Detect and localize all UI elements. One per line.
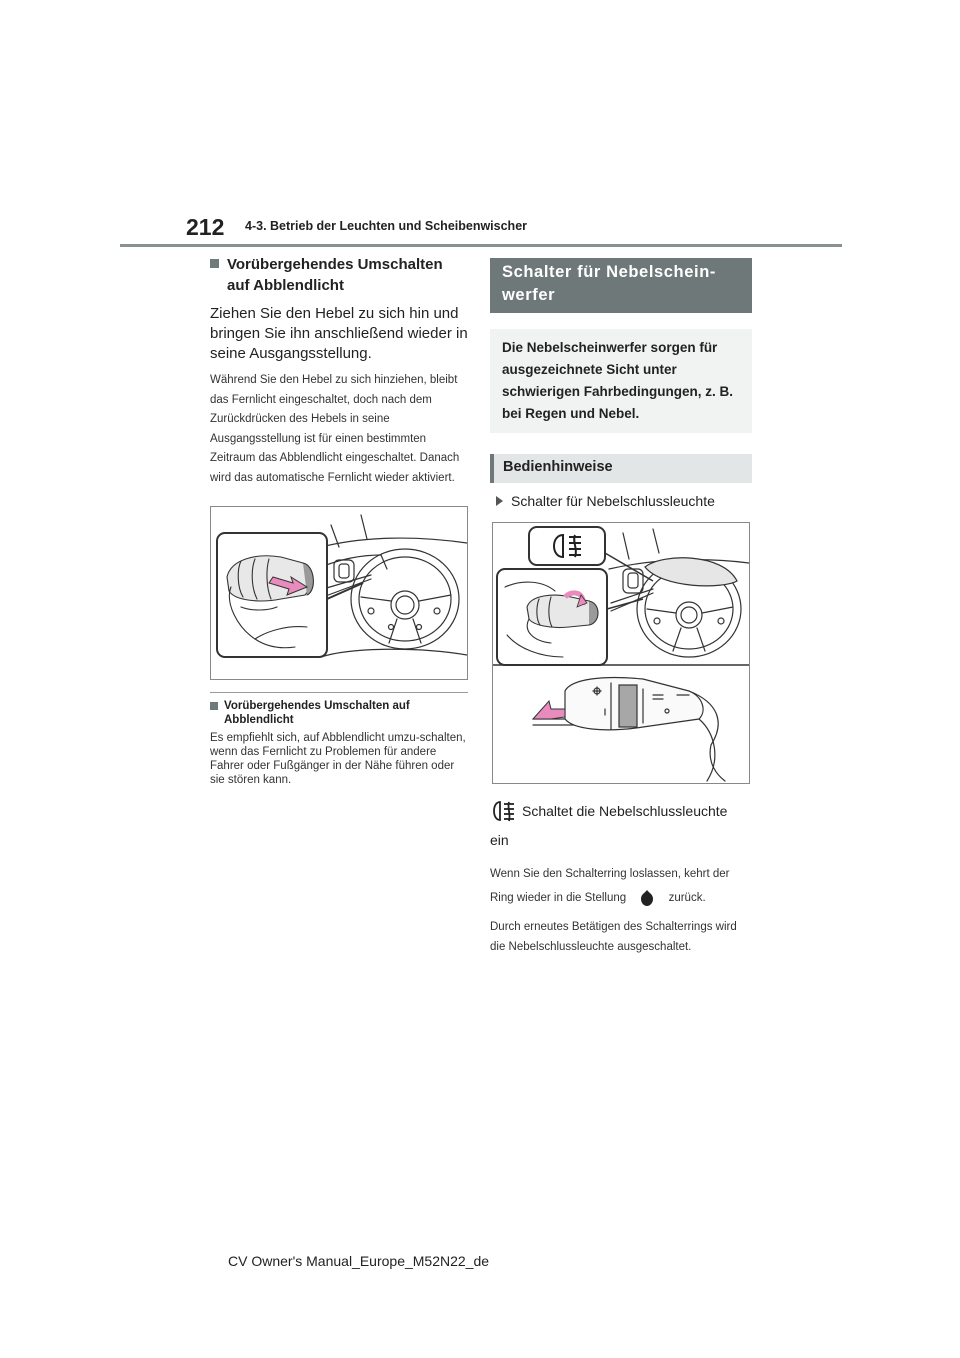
fog-switch-illustration xyxy=(492,522,750,784)
release-text: Wenn Sie den Schalterring loslassen, kehrt der Ring wieder in die Stellung zurück. xyxy=(490,862,752,910)
page-number: 212 xyxy=(186,214,225,240)
square-bullet-icon xyxy=(210,259,219,268)
sub-title: Bedienhinweise xyxy=(490,454,752,483)
again-text: Durch erneutes Betätigen des Schalterrings wird die Nebelschlussleuchte ausgeschaltet. xyxy=(490,921,737,953)
push-arrow-icon xyxy=(533,701,565,719)
fog-icon-callout xyxy=(529,527,605,565)
lever-pull-illustration xyxy=(210,506,468,680)
square-bullet-icon xyxy=(210,702,218,710)
note-divider xyxy=(210,692,468,693)
fog-icon-caption-cont: ein xyxy=(490,832,509,848)
fog-switch-drawing xyxy=(493,523,749,783)
note-heading: Vorübergehendes Umschalten auf Abblendlicht xyxy=(210,699,468,727)
chapter-title: 4-3. Betrieb der Leuchten und Scheibenwischer xyxy=(245,219,528,233)
low-beam-instruction: Ziehen Sie den Hebel zu sich hin und bringen Sie ihn anschließend wieder in seine Ausgangsstellung. xyxy=(210,305,468,362)
list-item: Schalter für Nebelschlussleuchte xyxy=(496,492,752,510)
header-rule xyxy=(120,244,842,247)
rear-fog-light-icon xyxy=(490,800,516,822)
lever-pull-drawing xyxy=(211,507,467,679)
fog-icon-caption: Schaltet die Nebelschlussleuchte xyxy=(490,800,752,822)
section-title: Schalter für Nebelschein-werfer xyxy=(490,258,752,313)
low-beam-detail: Während Sie den Hebel zu sich hinziehen, bleibt das Fernlicht eingeschaltet, doch nach dem Zurückdrücken des Hebels in seine Ausgangsstellung ist für einen bestimmten Zeitraum das Abblendlicht eingeschaltet. Danach wird das automatische Fernlicht wieder aktiviert. xyxy=(210,374,460,484)
low-beam-heading: Vorübergehendes Umschalten auf Abblendlicht xyxy=(210,254,468,296)
off-position-icon xyxy=(637,888,657,908)
triangle-bullet-icon xyxy=(496,496,503,506)
footer-text: CV Owner's Manual_Europe_M52N22_de xyxy=(228,1253,490,1269)
note-text: Es empfiehlt sich, auf Abblendlicht umzu-schalten, wenn das Fernlicht zu Problemen für andere Fahrer oder Fußgänger in der Nähe führen oder sie stören kann. xyxy=(210,732,466,786)
left-column xyxy=(210,254,468,787)
intro-box: Die Nebelscheinwerfer sorgen für ausgezeichnete Sicht unter schwierigen Fahrbedingungen, z. B. bei Regen und Nebel. xyxy=(490,329,752,433)
right-column xyxy=(490,258,752,957)
